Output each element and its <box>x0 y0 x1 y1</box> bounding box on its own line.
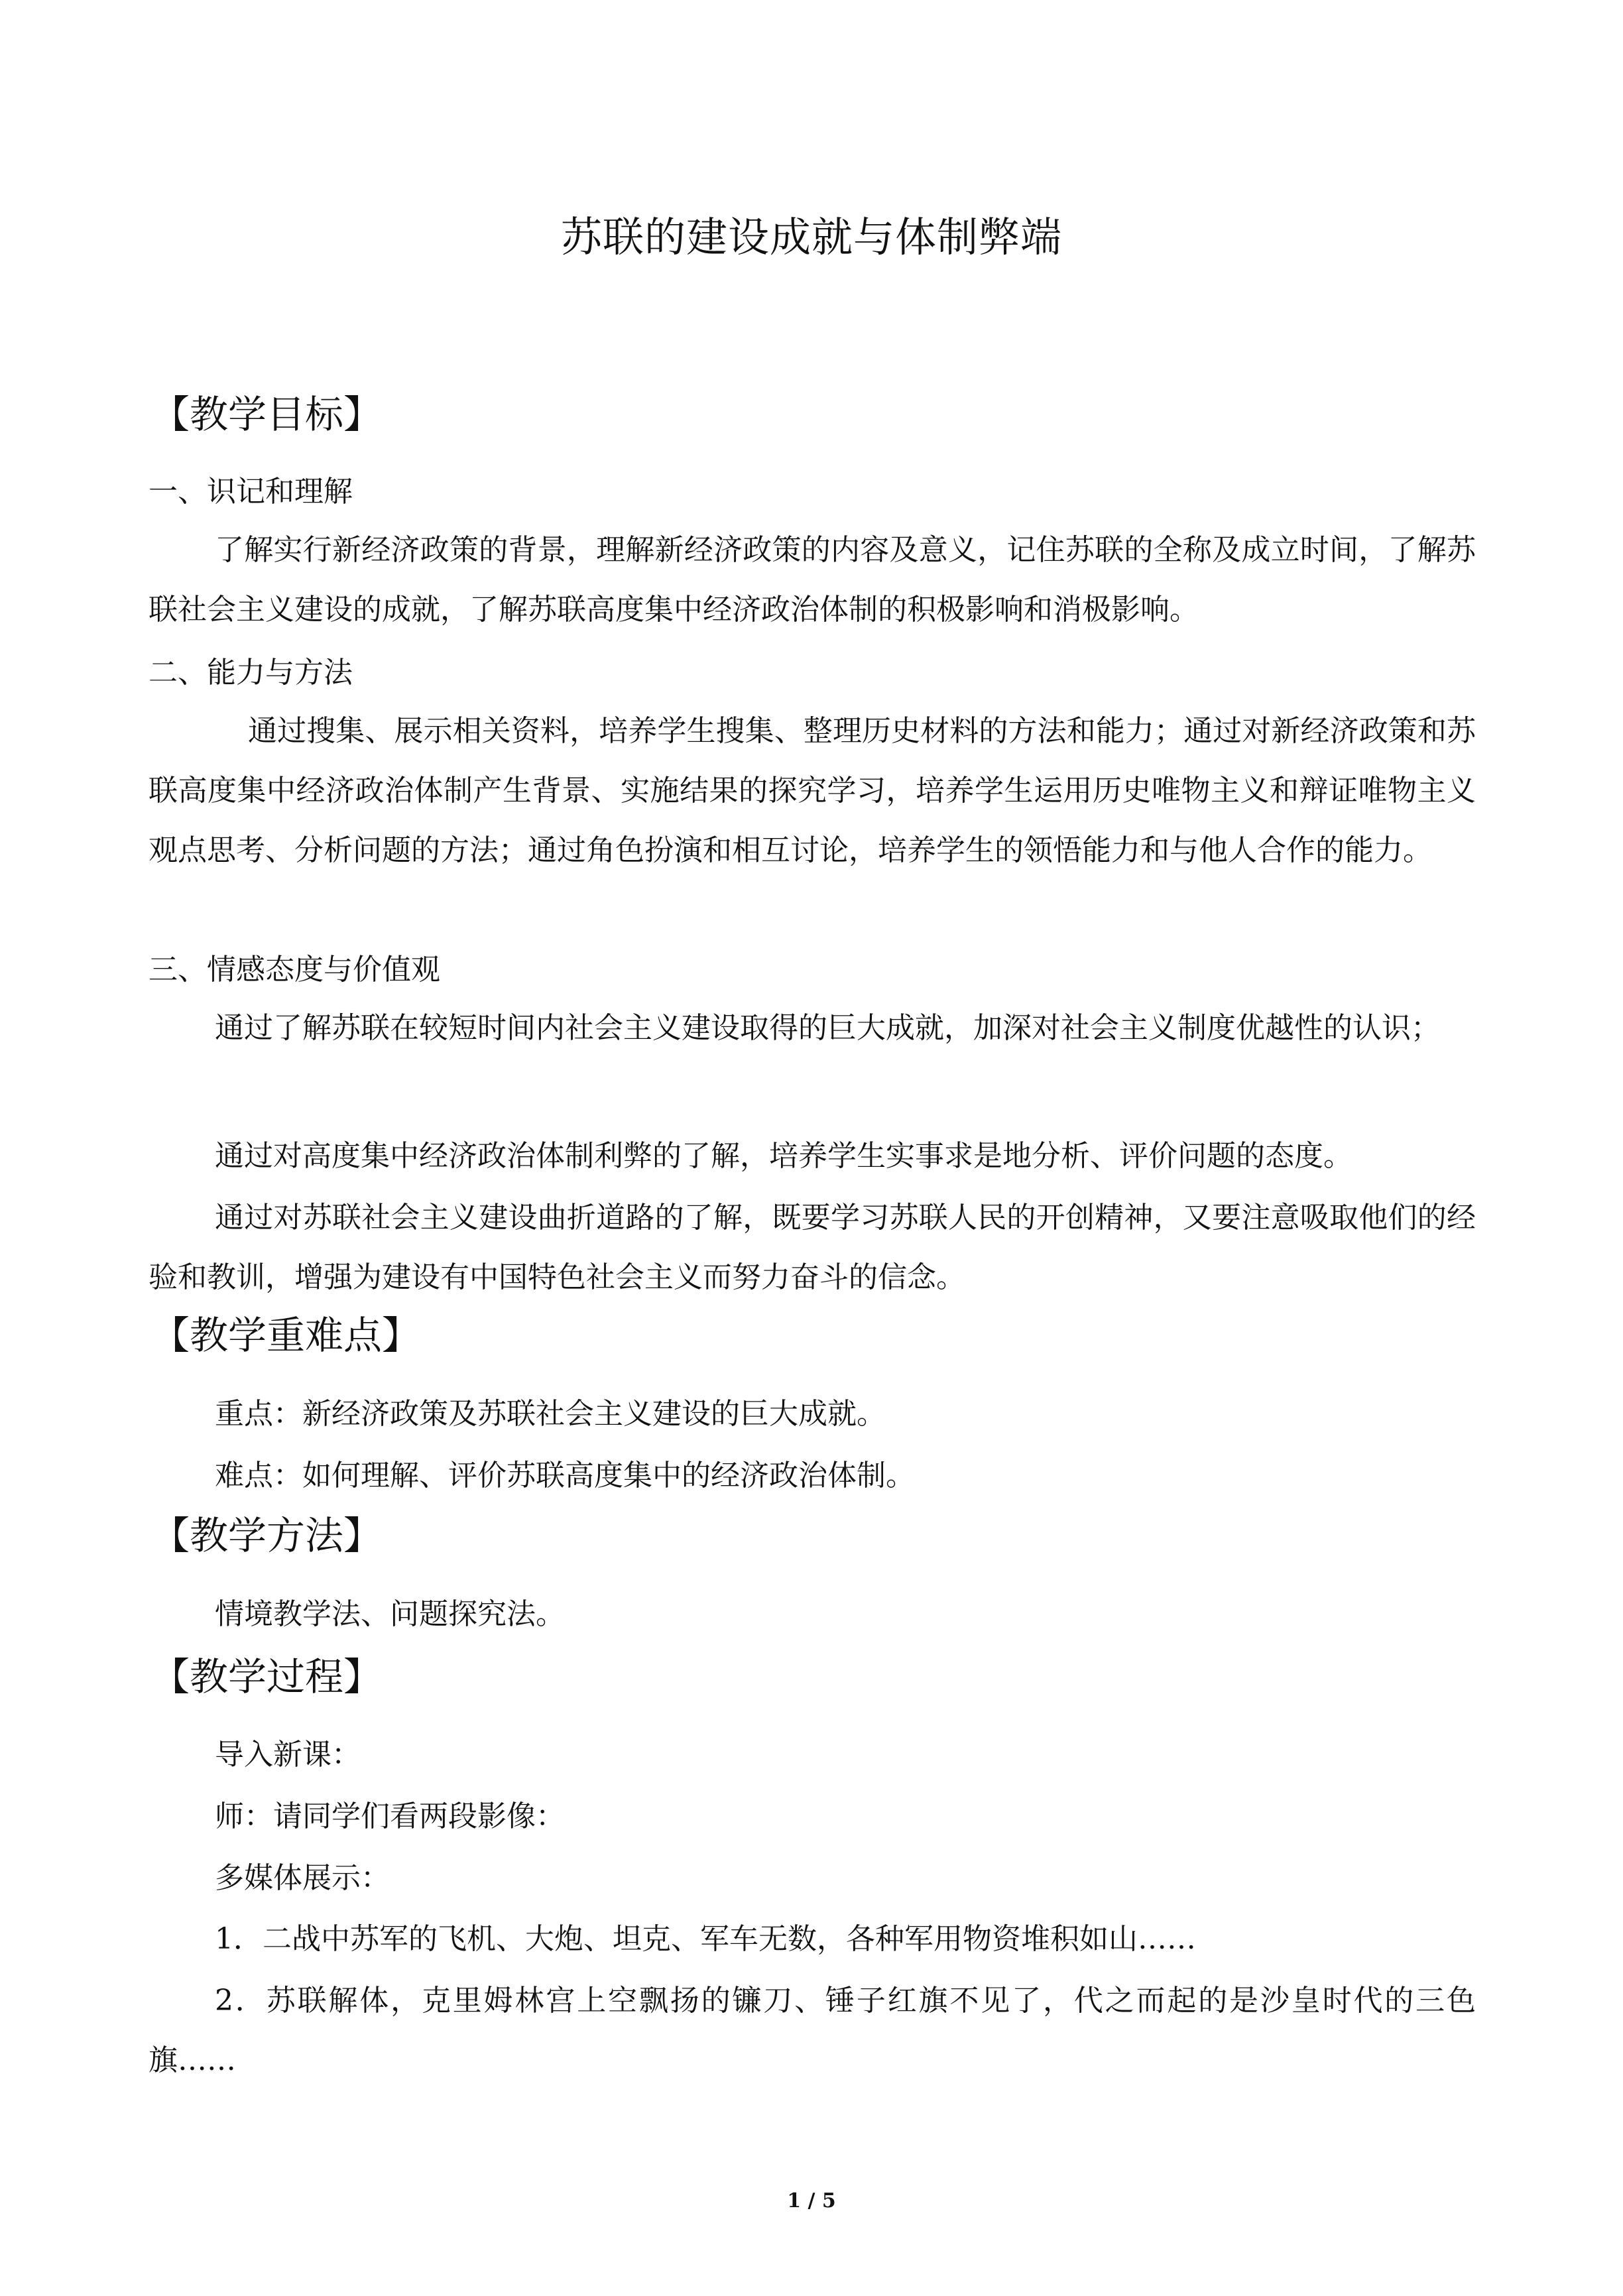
methods-text: 情境教学法、问题探究法。 <box>215 1597 565 1631</box>
process-media: 多媒体展示： <box>215 1861 390 1895</box>
objectives-part1-text: 了解实行新经济政策的背景，理解新经济政策的内容及意义，记住苏联的全称及成立时间，了解苏联社会主义建设的成就，了解苏联高度集中经济政治体制的积极影响和消极影响。 <box>149 533 1476 627</box>
process-teacher: 师：请同学们看两段影像： <box>215 1799 565 1833</box>
objectives-part1-heading: 一、识记和理解 <box>149 475 353 509</box>
process-intro: 导入新课： <box>215 1738 361 1772</box>
objectives-part2-heading: 二、能力与方法 <box>149 656 353 690</box>
objectives-part3-heading: 三、情感态度与价值观 <box>149 953 440 987</box>
objectives-part3-text2: 通过对高度集中经济政治体制利弊的了解，培养学生实事求是地分析、评价问题的态度。 <box>215 1139 1352 1173</box>
page-number: 1 / 5 <box>787 2189 836 2212</box>
key-points-heading: 【教学重难点】 <box>151 1313 421 1358</box>
key-points-difficulty: 难点：如何理解、评价苏联高度集中的经济政治体制。 <box>215 1459 915 1492</box>
document-title: 苏联的建设成就与体制弊端 <box>560 213 1062 261</box>
key-points-focus: 重点：新经济政策及苏联社会主义建设的巨大成就。 <box>215 1397 886 1431</box>
objectives-part3-text3: 通过对苏联社会主义建设曲折道路的了解，既要学习苏联人民的开创精神，又要注意吸取他们的经验和教训，增强为建设有中国特色社会主义而努力奋斗的信念。 <box>149 1201 1476 1294</box>
objectives-part2-text: 通过搜集、展示相关资料，培养学生搜集、整理历史材料的方法和能力；通过对新经济政策和苏联高度集中经济政治体制产生背景、实施结果的探究学习，培养学生运用历史唯物主义和辩证唯物主义观点思考、分析问题的方法；通过角色扮演和相互讨论，培养学生的领悟能力和与他人合作的能力。 <box>149 714 1476 867</box>
process-heading: 【教学过程】 <box>151 1654 383 1699</box>
process-item1: 1．二战中苏军的飞机、大炮、坦克、军车无数，各种军用物资堆积如山…… <box>215 1922 1196 1956</box>
methods-heading: 【教学方法】 <box>151 1513 383 1558</box>
objectives-part3-text1: 通过了解苏联在较短时间内社会主义建设取得的巨大成就，加深对社会主义制度优越性的认识； <box>215 1011 1440 1045</box>
process-item2: 2．苏联解体，克里姆林宫上空飘扬的镰刀、锤子红旗不见了，代之而起的是沙皇时代的三色旗…… <box>149 1984 1476 2077</box>
objectives-heading: 【教学目标】 <box>151 392 383 437</box>
